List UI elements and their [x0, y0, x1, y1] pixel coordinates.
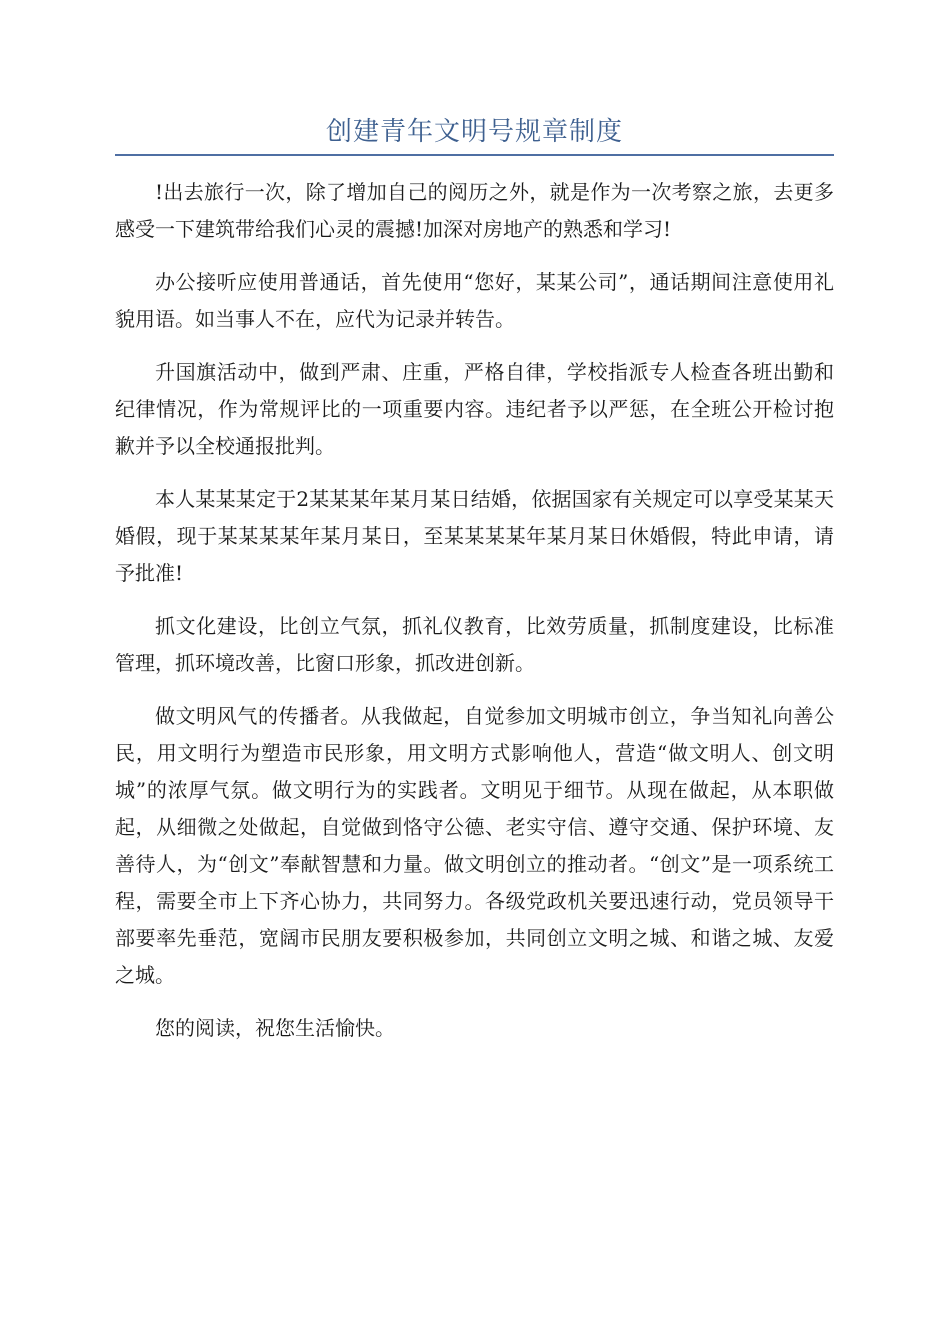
paragraph-4: 本人某某某定于2某某某年某月某日结婚，依据国家有关规定可以享受某某天婚假，现于某某某某年某月某日，至某某某某年某月某日休婚假，特此申请，请予批准! — [115, 487, 834, 585]
title-divider — [115, 154, 834, 156]
paragraph-6: 做文明风气的传播者。从我做起，自觉参加文明城市创立，争当知礼向善公民，用文明行为塑造市民形象，用文明方式影响他人，营造“做文明人、创文明城”的浓厚气氛。做文明行为的实践者。文明见于细节。从现在做起，从本职做起，从细微之处做起，自觉做到恪守公德、老实守信、遵守交通、保护环境、友善待人，为“创文”奉献智慧和力量。做文明创立的推动者。“创文”是一项系统工程，需要全市上下齐心协力，共同努力。各级党政机关要迅速行动，党员领导干部要率先垂范，宽阔市民朋友要积极参加，共同创立文明之城、和谐之城、友爱之城。 — [115, 704, 834, 987]
paragraph-1: !出去旅行一次，除了增加自己的阅历之外，就是作为一次考察之旅，去更多感受一下建筑带给我们心灵的震撼!加深对房地产的熟悉和学习! — [115, 180, 834, 241]
paragraph-2: 办公接听应使用普通话，首先使用“您好，某某公司”，通话期间注意使用礼貌用语。如当事人不在，应代为记录并转告。 — [115, 270, 834, 331]
paragraph-3: 升国旗活动中，做到严肃、庄重，严格自律，学校指派专人检查各班出勤和纪律情况，作为常规评比的一项重要内容。违纪者予以严惩，在全班公开检讨抱歉并予以全校通报批判。 — [115, 360, 834, 458]
document-body — [115, 174, 834, 1063]
page-title: 创建青年文明号规章制度 — [325, 117, 623, 147]
paragraph-5: 抓文化建设，比创立气氛，抓礼仪教育，比效劳质量，抓制度建设，比标准管理，抓环境改善，比窗口形象，抓改进创新。 — [115, 614, 834, 675]
paragraph-7: 您的阅读，祝您生活愉快。 — [155, 1016, 395, 1040]
